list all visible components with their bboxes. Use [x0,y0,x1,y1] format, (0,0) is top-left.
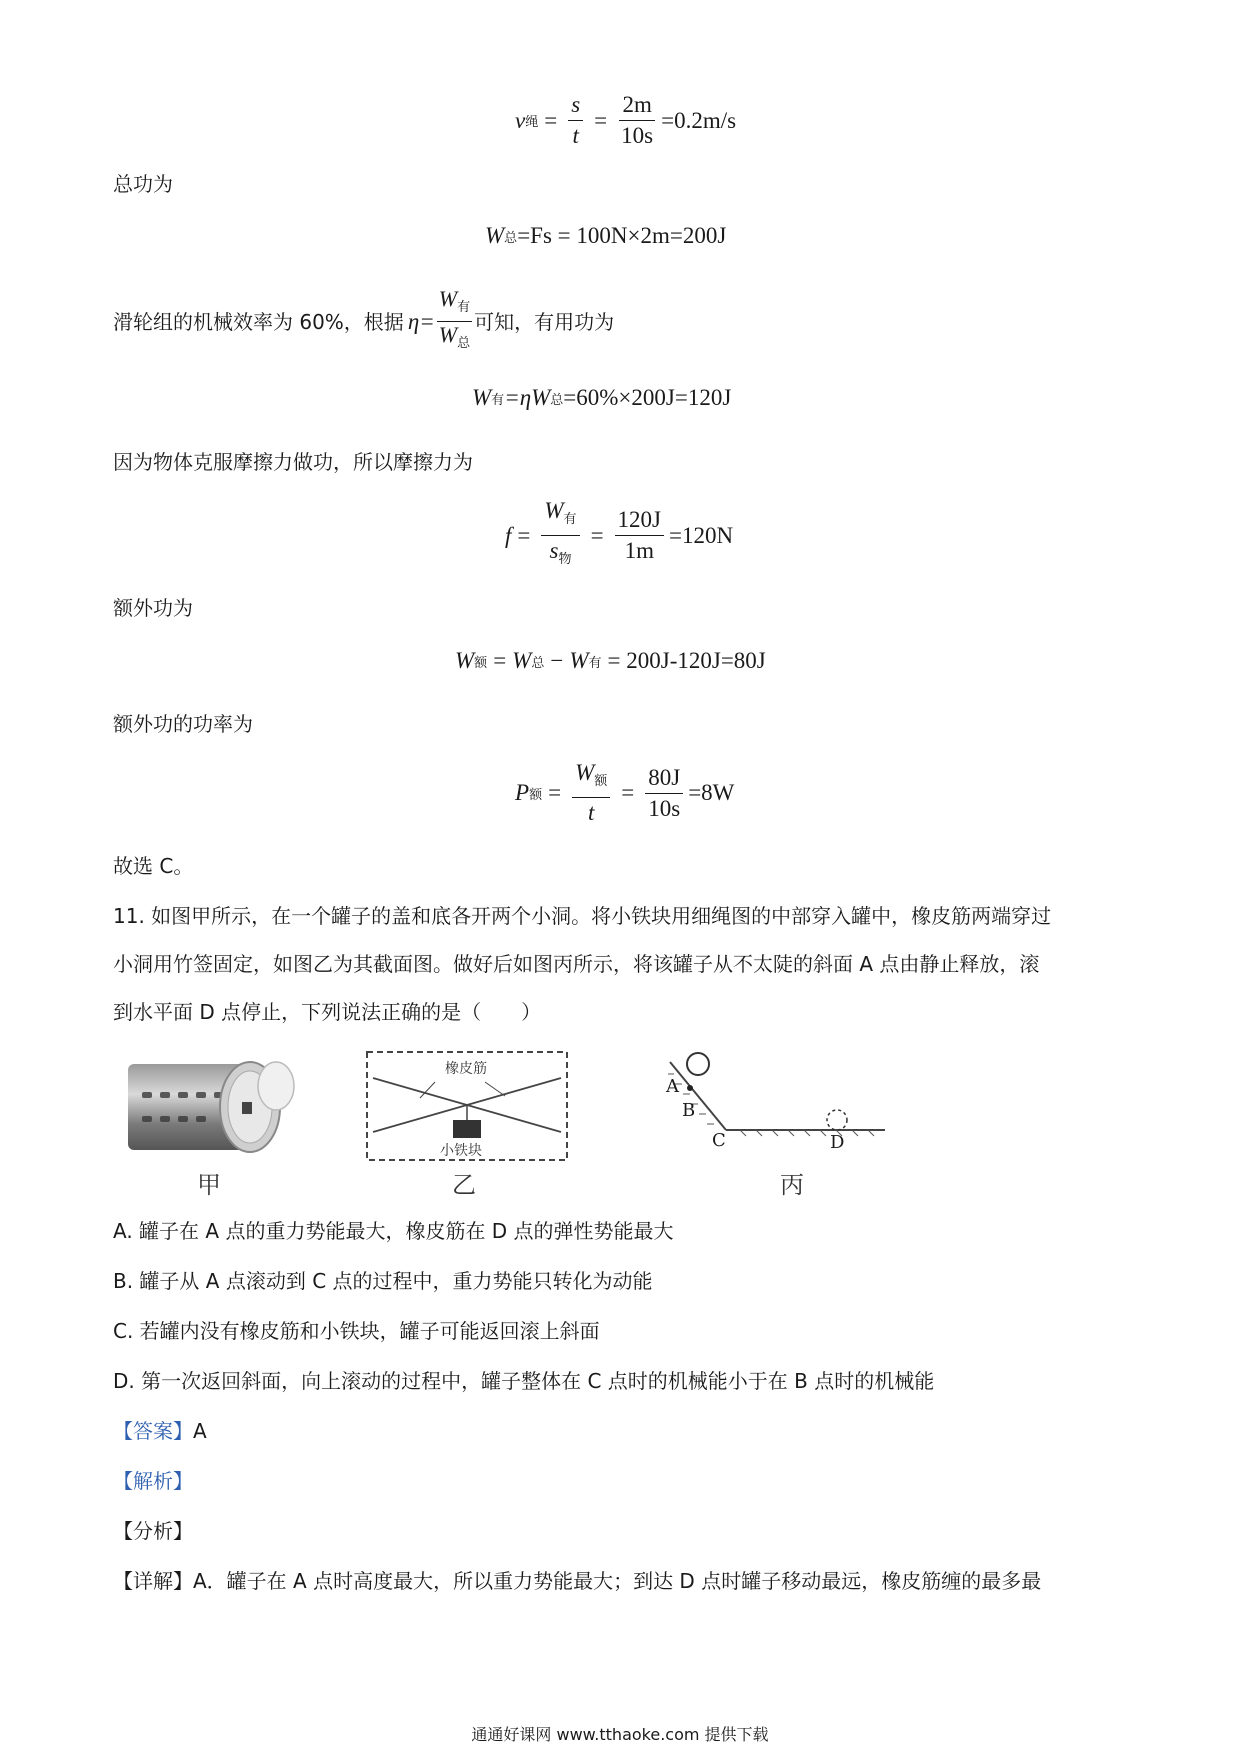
equation-useful-work: W 有 =ηW 总 =60%×200J=120J [472,385,732,410]
paragraph-conclusion: 故选 C。 [113,854,194,878]
equation-friction: f = $\frac{W_有}{s_物}$ = $\frac{120J}{1m}$ =120N [505,498,733,573]
figure-can-photo [120,1050,295,1160]
paragraph: 额外功为 [113,596,193,620]
point-label-c: C [712,1130,726,1151]
paragraph-efficiency: 滑轮组的机械效率为 60%，根据 η= $\frac{W_有}{W_总}$ 可知，有用功为 [113,286,614,357]
figure-label-rubber-band: 橡皮筋 [445,1061,487,1077]
fraction: $\frac{120J}{1m}$ [615,507,664,564]
equation-rope-speed: v 绳 = $\frac{s}{t}$ = $\frac{2m}{10s}$ =0.2m/s [515,92,737,148]
option-c: C. 若罐内没有橡皮筋和小铁块，罐子可能返回滚上斜面 [113,1319,600,1343]
detail-text: A．罐子在 A 点时高度最大，所以重力势能最大；到达 D 点时罐子移动最远，橡皮筋缠的最多最 [193,1569,1042,1593]
equation-total-work: W 总 =Fs = 100N×2m=200J [485,223,727,248]
point-label-b: B [682,1100,696,1121]
option-b: B. 罐子从 A 点滚动到 C 点的过程中，重力势能只转化为动能 [113,1269,653,1293]
answer-line [113,1417,207,1445]
question-11-line-3: 到水平面 D 点停止，下列说法正确的是（ ） [113,1000,542,1024]
answer-tag: 【答案】 [113,1419,193,1443]
equation-extra-work: W 额 = W 总 − W 有 = 200J-120J=80J [455,648,766,673]
fraction: $\frac{s}{t}$ [568,92,583,149]
figure-label-yi: 乙 [452,1171,476,1199]
question-11-line-2: 小洞用竹签固定，如图乙为其截面图。做好后如图丙所示，将该罐子从不太陡的斜面 A 点由静止释放，滚 [113,952,1040,976]
point-label-d: D [830,1132,845,1153]
figure-label-bing: 丙 [780,1171,804,1199]
figure-label-jia: 甲 [197,1171,221,1199]
footer-download-note: 通通好课网 www.tthaoke.com 提供下载 [471,1725,769,1744]
paragraph: 因为物体克服摩擦力做功，所以摩擦力为 [113,450,473,474]
fenxi-tag: 【分析】 [113,1519,193,1543]
answer-value: A [193,1419,207,1443]
detail-line [113,1567,1041,1595]
paragraph: 总功为 [113,172,173,196]
fraction: $\frac{W_额}{t}$ [572,760,610,826]
figure-label-iron-block: 小铁块 [440,1143,482,1159]
fraction: $\frac{80J}{10s}$ [645,765,683,822]
point-label-a: A [666,1076,679,1097]
fraction: $\frac{2m}{10s}$ [621,92,654,148]
detail-tag: 【详解】 [113,1569,193,1593]
equation-extra-power: P 额 = $\frac{W_额}{t}$ = $\frac{80J}{10s}$ =8W [515,760,735,825]
option-a: A. 罐子在 A 点的重力势能最大，橡皮筋在 D 点的弹性势能最大 [113,1219,674,1243]
fraction: $\frac{W_有}{W_总}$ [438,286,471,351]
paragraph: 额外功的功率为 [113,712,253,736]
analysis-tag: 【解析】 [113,1469,193,1493]
question-11-line-1: 11. 如图甲所示，在一个罐子的盖和底各开两个小洞。将小铁块用细绳图的中部穿入罐中，橡皮筋两端穿过 [113,904,1052,928]
option-d: D. 第一次返回斜面，向上滚动的过程中，罐子整体在 C 点时的机械能小于在 B 点时的机械能 [113,1369,935,1393]
fraction: $\frac{W_有}{s_物}$ [541,498,579,573]
